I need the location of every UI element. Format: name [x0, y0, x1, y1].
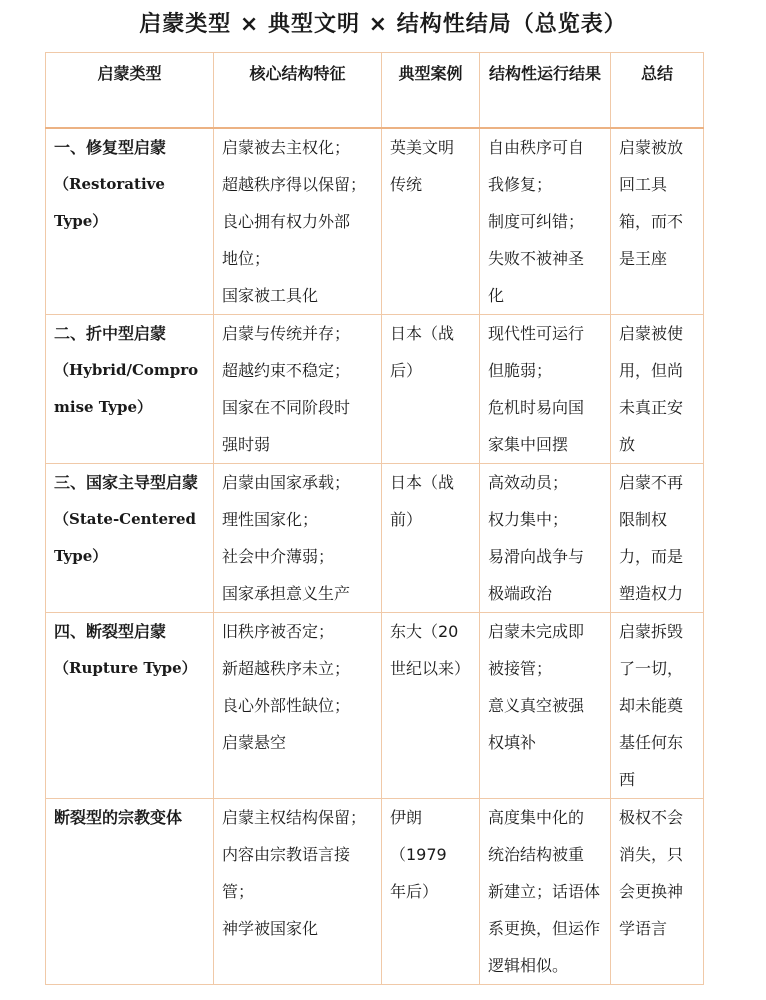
case-cell-line: 传统 — [390, 175, 423, 194]
summary-cell-line: 会更换神 — [619, 882, 684, 901]
case-cell-line: 世纪以来） — [390, 659, 471, 678]
overview-table — [45, 52, 704, 985]
result-cell-line: 意义真空被强 — [488, 696, 585, 715]
summary-cell-line: 基任何东 — [619, 733, 684, 752]
header-row — [46, 53, 704, 129]
summary-cell-line: 西 — [619, 770, 636, 789]
type-name-cn: 三、国家主导型启蒙 — [54, 473, 199, 492]
table-row — [46, 315, 704, 464]
type-name-en: mise Type） — [54, 398, 153, 416]
summary-cell-line: 用，但尚 — [619, 361, 684, 380]
type-name-en: （Restorative — [54, 175, 165, 193]
case-cell — [382, 464, 480, 613]
summary-cell-line: 力，而是 — [619, 547, 684, 566]
result-cell-line: 权填补 — [488, 733, 537, 752]
result-cell-line: 家集中回摆 — [488, 435, 569, 454]
case-cell-line: 年后） — [390, 882, 439, 901]
features-cell — [214, 464, 382, 613]
case-cell-line: 日本（战 — [390, 324, 455, 343]
features-cell-line: 管； — [222, 882, 255, 901]
features-cell-line: 理性国家化； — [222, 510, 319, 529]
summary-cell-line: 启蒙拆毁 — [619, 622, 684, 641]
case-cell-line: 东大（20 — [390, 622, 459, 641]
features-cell-line: 强时弱 — [222, 435, 271, 454]
result-cell-line: 化 — [488, 286, 505, 305]
summary-cell-line: 学语言 — [619, 919, 668, 938]
features-cell-line: 启蒙被去主权化； — [222, 138, 351, 157]
case-cell-line: 英美文明 — [390, 138, 455, 157]
features-cell-line: 新超越秩序未立； — [222, 659, 351, 678]
summary-cell-line: 放 — [619, 435, 636, 454]
features-cell-line: 内容由宗教语言接 — [222, 845, 351, 864]
summary-cell-line: 塑造权力 — [619, 584, 684, 603]
result-cell-line: 高度集中化的 — [488, 808, 585, 827]
type-cell — [46, 128, 214, 315]
result-cell-line: 失败不被神圣 — [488, 249, 585, 268]
case-cell-line: 日本（战 — [390, 473, 455, 492]
features-cell-line: 国家承担意义生产 — [222, 584, 351, 603]
case-cell-line: 前） — [390, 510, 423, 529]
type-cell — [46, 315, 214, 464]
result-cell-line: 我修复； — [488, 175, 553, 194]
features-cell-line: 超越秩序得以保留； — [222, 175, 367, 194]
summary-cell — [611, 799, 704, 985]
features-cell-line: 良心拥有权力外部 — [222, 212, 351, 231]
features-cell-line: 良心外部性缺位； — [222, 696, 351, 715]
summary-cell-line: 了一切， — [619, 659, 684, 678]
header-type: 启蒙类型 — [46, 53, 214, 129]
type-cell — [46, 799, 214, 985]
case-cell — [382, 613, 480, 799]
features-cell-line: 旧秩序被否定； — [222, 622, 335, 641]
table-row — [46, 613, 704, 799]
result-cell — [480, 315, 611, 464]
result-cell-line: 被接管； — [488, 659, 553, 678]
type-name-en: Type） — [54, 212, 108, 230]
result-cell-line: 权力集中； — [488, 510, 569, 529]
summary-cell-line: 极权不会 — [619, 808, 684, 827]
summary-cell-line: 启蒙被放 — [619, 138, 684, 157]
case-cell-line: 后） — [390, 361, 423, 380]
features-cell-line: 神学被国家化 — [222, 919, 319, 938]
result-cell-line: 危机时易向国 — [488, 398, 585, 417]
result-cell-line: 但脆弱； — [488, 361, 553, 380]
case-cell — [382, 315, 480, 464]
type-name-en: （Hybrid/Compro — [54, 361, 199, 379]
summary-cell-line: 限制权 — [619, 510, 668, 529]
summary-cell-line: 消失，只 — [619, 845, 684, 864]
type-name-cn: 断裂型的宗教变体 — [54, 808, 183, 827]
result-cell-line: 现代性可运行 — [488, 324, 585, 343]
page-title: 启蒙类型 × 典型文明 × 结构性结局（总览表） — [139, 12, 627, 37]
table-row — [46, 799, 704, 985]
result-cell — [480, 464, 611, 613]
summary-cell — [611, 315, 704, 464]
result-cell-line: 高效动员； — [488, 473, 569, 492]
features-cell — [214, 315, 382, 464]
type-name-cn: 二、折中型启蒙 — [54, 324, 167, 343]
summary-cell — [611, 464, 704, 613]
features-cell-line: 社会中介薄弱； — [222, 547, 335, 566]
header-summary: 总结 — [611, 53, 704, 129]
summary-cell-line: 箱，而不 — [619, 212, 684, 231]
features-cell-line: 启蒙与传统并存； — [222, 324, 351, 343]
header-result-text: 结构性运行结果 — [488, 64, 601, 83]
result-cell-line: 启蒙未完成即 — [488, 622, 585, 641]
case-cell — [382, 128, 480, 315]
header-case: 典型案例 — [382, 53, 480, 129]
case-cell-line: 伊朗（1979 — [390, 808, 447, 864]
summary-cell-line: 回工具 — [619, 175, 668, 194]
features-cell-line: 启蒙悬空 — [222, 733, 287, 752]
features-cell — [214, 613, 382, 799]
result-cell — [480, 613, 611, 799]
features-cell — [214, 799, 382, 985]
summary-cell-line: 启蒙被使 — [619, 324, 684, 343]
header-result — [480, 53, 611, 129]
result-cell — [480, 128, 611, 315]
features-cell-line: 国家在不同阶段时 — [222, 398, 351, 417]
table-row — [46, 464, 704, 613]
summary-cell-line: 是王座 — [619, 249, 668, 268]
summary-cell-line: 未真正安 — [619, 398, 684, 417]
header-features: 核心结构特征 — [214, 53, 382, 129]
case-cell — [382, 799, 480, 985]
features-cell-line: 启蒙主权结构保留； — [222, 808, 367, 827]
summary-cell — [611, 613, 704, 799]
result-cell-line: 易滑向战争与 — [488, 547, 585, 566]
features-cell-line: 地位； — [222, 249, 271, 268]
summary-cell-line: 启蒙不再 — [619, 473, 684, 492]
result-cell-line: 统治结构被重 — [488, 845, 585, 864]
features-cell-line: 超越约束不稳定； — [222, 361, 351, 380]
type-name-cn: 四、断裂型启蒙 — [54, 622, 167, 641]
result-cell-line: 极端政治 — [488, 584, 553, 603]
result-cell-line: 逻辑相似。 — [488, 956, 569, 975]
features-cell-line: 启蒙由国家承载； — [222, 473, 351, 492]
result-cell-line: 系更换，但运作 — [488, 919, 601, 938]
summary-cell-line: 却未能奠 — [619, 696, 684, 715]
result-cell-line: 新建立；话语体 — [488, 882, 601, 901]
summary-cell — [611, 128, 704, 315]
type-cell — [46, 613, 214, 799]
type-name-cn: 一、修复型启蒙 — [54, 138, 167, 157]
features-cell-line: 国家被工具化 — [222, 286, 319, 305]
features-cell — [214, 128, 382, 315]
result-cell-line: 自由秩序可自 — [488, 138, 585, 157]
type-name-en: （Rupture Type） — [54, 659, 197, 677]
result-cell — [480, 799, 611, 985]
type-cell — [46, 464, 214, 613]
result-cell-line: 制度可纠错； — [488, 212, 585, 231]
type-name-en: Type） — [54, 547, 108, 565]
table-row — [46, 128, 704, 315]
table-body — [46, 128, 704, 985]
type-name-en: （State-Centered — [54, 510, 196, 528]
